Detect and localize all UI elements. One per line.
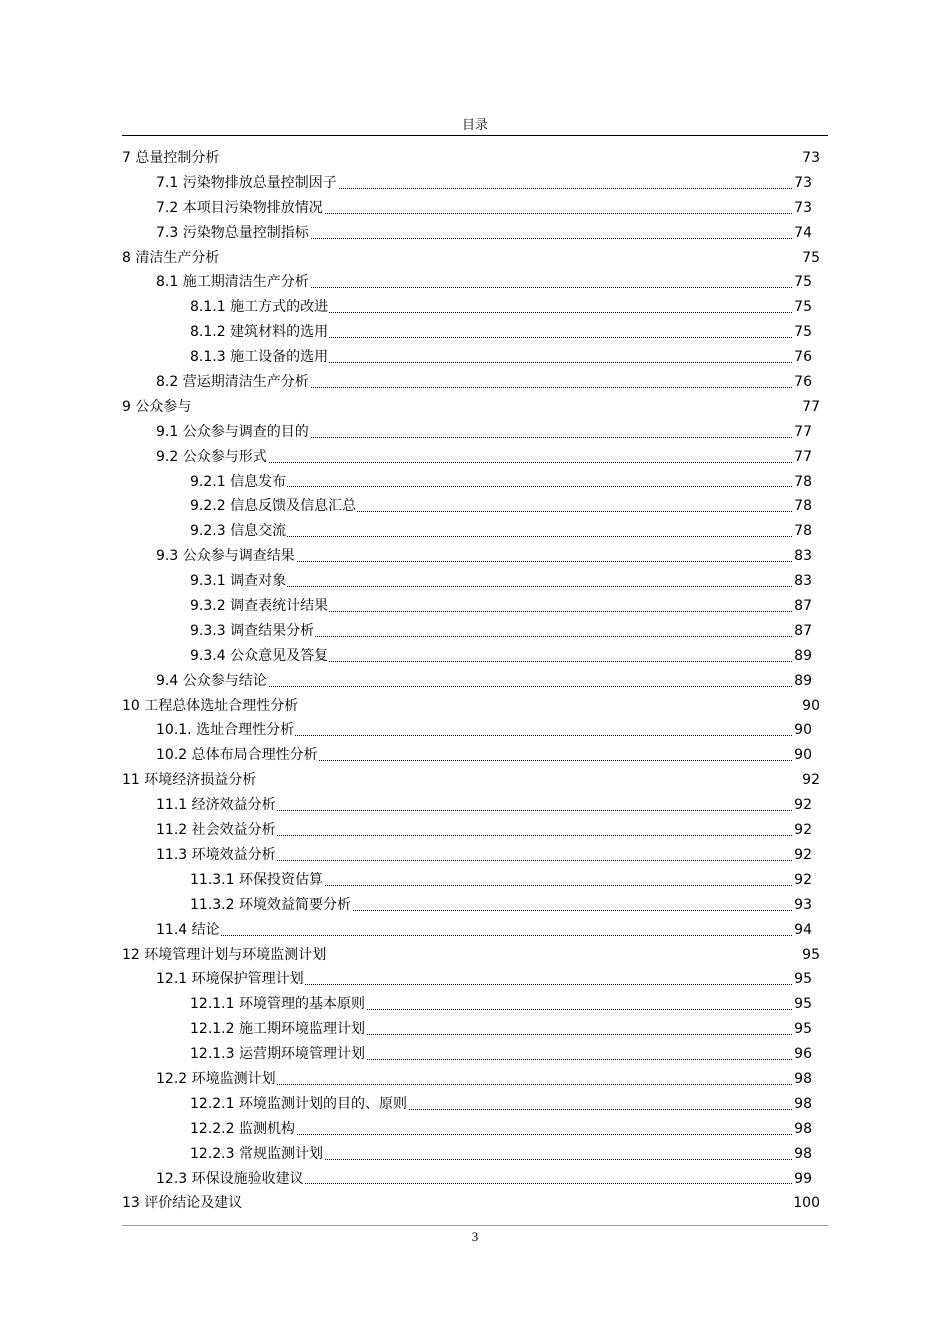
toc-entry[interactable] bbox=[156, 743, 812, 768]
toc-entry-title: 12.2 环境监测计划 bbox=[156, 1067, 277, 1092]
toc-entry-page: 92 bbox=[793, 843, 812, 868]
toc-entry-title: 12.1.1 环境管理的基本原则 bbox=[190, 992, 366, 1017]
toc-entry-title: 11.3.2 环境效益简要分析 bbox=[190, 893, 352, 918]
toc-entry-page: 95 bbox=[793, 992, 812, 1017]
toc-entry-title: 11.4 结论 bbox=[156, 918, 221, 943]
toc-entry-page: 98 bbox=[793, 1142, 812, 1167]
toc-entry-page: 92 bbox=[793, 818, 812, 843]
toc-entry-page: 94 bbox=[793, 918, 812, 943]
toc-entry-title: 9.3.4 公众意见及答复 bbox=[190, 644, 329, 669]
toc-entry-page: 89 bbox=[793, 669, 812, 694]
toc-entry[interactable] bbox=[190, 868, 812, 893]
toc-entry-title: 9.2.1 信息发布 bbox=[190, 470, 287, 495]
toc-entry-title: 12.1.2 施工期环境监理计划 bbox=[190, 1017, 366, 1042]
toc-entry[interactable] bbox=[190, 992, 812, 1017]
toc-entry-page: 92 bbox=[801, 768, 820, 793]
toc-entry[interactable] bbox=[156, 818, 812, 843]
toc-entry-page: 74 bbox=[793, 221, 812, 246]
toc-entry-page: 73 bbox=[793, 171, 812, 196]
toc-entry[interactable] bbox=[122, 694, 820, 719]
toc-entry[interactable] bbox=[156, 967, 812, 992]
toc-entry-page: 92 bbox=[793, 793, 812, 818]
toc-entry-page: 77 bbox=[801, 395, 820, 420]
toc-entry-title: 8.1.1 施工方式的改进 bbox=[190, 295, 329, 320]
toc-entry-page: 83 bbox=[793, 569, 812, 594]
toc-entry[interactable] bbox=[190, 1117, 812, 1142]
toc-entry[interactable] bbox=[156, 918, 812, 943]
toc-entry[interactable] bbox=[122, 146, 820, 171]
toc-entry-title: 9.2 公众参与形式 bbox=[156, 445, 268, 470]
toc-entry-title: 7 总量控制分析 bbox=[122, 146, 220, 171]
toc-entry-title: 11.3.1 环保投资估算 bbox=[190, 868, 324, 893]
toc-entry-title: 12.2.3 常规监测计划 bbox=[190, 1142, 324, 1167]
toc-entry-title: 8.1 施工期清洁生产分析 bbox=[156, 270, 310, 295]
toc-entry-page: 90 bbox=[793, 743, 812, 768]
toc-entry-title: 7.1 污染物排放总量控制因子 bbox=[156, 171, 338, 196]
toc-entry[interactable] bbox=[156, 1067, 812, 1092]
toc-entry-title: 8.2 营运期清洁生产分析 bbox=[156, 370, 310, 395]
toc-entry-page: 77 bbox=[793, 445, 812, 470]
toc-entry-title: 12 环境管理计划与环境监测计划 bbox=[122, 943, 327, 968]
toc-entry-title: 10 工程总体选址合理性分析 bbox=[122, 694, 299, 719]
toc-entry[interactable] bbox=[156, 221, 812, 246]
toc-entry-page: 95 bbox=[793, 1017, 812, 1042]
toc-entry-page: 75 bbox=[793, 270, 812, 295]
toc-entry-title: 8.1.3 施工设备的选用 bbox=[190, 345, 329, 370]
toc-entry[interactable] bbox=[156, 793, 812, 818]
toc-entry-title: 11.3 环境效益分析 bbox=[156, 843, 277, 868]
page-header-title: 目录 bbox=[461, 118, 488, 133]
toc-entry-page: 73 bbox=[793, 196, 812, 221]
toc-entry[interactable] bbox=[190, 1092, 812, 1117]
toc-entry[interactable] bbox=[190, 295, 812, 320]
toc-entry[interactable] bbox=[156, 718, 812, 743]
toc-entry[interactable] bbox=[156, 1167, 812, 1192]
toc-entry-page: 98 bbox=[793, 1117, 812, 1142]
toc-entry-title: 9.2.3 信息交流 bbox=[190, 519, 287, 544]
toc-entry[interactable] bbox=[122, 1191, 820, 1216]
toc-entry-title: 8.1.2 建筑材料的选用 bbox=[190, 320, 329, 345]
toc-entry[interactable] bbox=[190, 519, 812, 544]
toc-entry[interactable] bbox=[122, 395, 820, 420]
toc-entry-title: 13 评价结论及建议 bbox=[122, 1191, 243, 1216]
toc-entry-page: 75 bbox=[793, 295, 812, 320]
toc-entry[interactable] bbox=[156, 171, 812, 196]
toc-entry-title: 9.3.1 调查对象 bbox=[190, 569, 287, 594]
toc-entry[interactable] bbox=[190, 320, 812, 345]
toc-entry-page: 76 bbox=[793, 370, 812, 395]
toc-entry[interactable] bbox=[190, 619, 812, 644]
toc-entry-title: 11.1 经济效益分析 bbox=[156, 793, 277, 818]
toc-entry-page: 95 bbox=[801, 943, 820, 968]
toc-entry[interactable] bbox=[156, 370, 812, 395]
toc-entry[interactable] bbox=[156, 445, 812, 470]
toc-entry-page: 98 bbox=[793, 1092, 812, 1117]
toc-entry-title: 9.2.2 信息反馈及信息汇总 bbox=[190, 494, 357, 519]
toc-entry-title: 10.2 总体布局合理性分析 bbox=[156, 743, 319, 768]
toc-entry[interactable] bbox=[190, 1042, 812, 1067]
toc-entry-title: 12.1 环境保护管理计划 bbox=[156, 967, 305, 992]
toc-entry-page: 78 bbox=[793, 494, 812, 519]
toc-entry-title: 7.2 本项目污染物排放情况 bbox=[156, 196, 324, 221]
toc-entry-page: 75 bbox=[801, 246, 820, 271]
toc-entry-title: 9.4 公众参与结论 bbox=[156, 669, 268, 694]
toc-entry-title: 9.3.3 调查结果分析 bbox=[190, 619, 315, 644]
toc-entry-page: 87 bbox=[793, 594, 812, 619]
toc-entry-page: 83 bbox=[793, 544, 812, 569]
toc-entry-title: 11.2 社会效益分析 bbox=[156, 818, 277, 843]
toc-entry-page: 77 bbox=[793, 420, 812, 445]
toc-entry-title: 9.3 公众参与调查结果 bbox=[156, 544, 296, 569]
toc-entry-page: 78 bbox=[793, 470, 812, 495]
toc-entry[interactable] bbox=[190, 1017, 812, 1042]
header-divider bbox=[122, 135, 828, 136]
toc-entry[interactable] bbox=[190, 345, 812, 370]
toc-entry-page: 92 bbox=[793, 868, 812, 893]
toc-entry-title: 9.3.2 调查表统计结果 bbox=[190, 594, 329, 619]
toc-entry[interactable] bbox=[122, 768, 820, 793]
toc-entry[interactable] bbox=[156, 544, 812, 569]
toc-entry-title: 9 公众参与 bbox=[122, 395, 192, 420]
table-of-contents bbox=[122, 146, 820, 1216]
toc-entry-page: 90 bbox=[801, 694, 820, 719]
toc-entry-title: 12.3 环保设施验收建议 bbox=[156, 1167, 305, 1192]
toc-entry-page: 95 bbox=[793, 967, 812, 992]
toc-entry-title: 7.3 污染物总量控制指标 bbox=[156, 221, 310, 246]
toc-entry[interactable] bbox=[190, 470, 812, 495]
toc-entry-page: 73 bbox=[801, 146, 820, 171]
toc-entry[interactable] bbox=[122, 246, 820, 271]
toc-entry-title: 8 清洁生产分析 bbox=[122, 246, 220, 271]
footer-divider bbox=[122, 1225, 828, 1226]
toc-entry-page: 87 bbox=[793, 619, 812, 644]
toc-entry[interactable] bbox=[156, 420, 812, 445]
toc-entry-page: 90 bbox=[793, 718, 812, 743]
toc-entry-page: 96 bbox=[793, 1042, 812, 1067]
page-number: 3 bbox=[471, 1229, 479, 1244]
toc-entry[interactable] bbox=[190, 594, 812, 619]
toc-entry-title: 12.2.2 监测机构 bbox=[190, 1117, 296, 1142]
toc-entry[interactable] bbox=[190, 494, 812, 519]
toc-entry-page: 93 bbox=[793, 893, 812, 918]
toc-entry-title: 12.2.1 环境监测计划的目的、原则 bbox=[190, 1092, 408, 1117]
toc-entry-page: 76 bbox=[793, 345, 812, 370]
toc-entry-page: 89 bbox=[793, 644, 812, 669]
toc-entry[interactable] bbox=[190, 644, 812, 669]
toc-entry[interactable] bbox=[190, 569, 812, 594]
toc-entry-title: 11 环境经济损益分析 bbox=[122, 768, 257, 793]
toc-entry[interactable] bbox=[190, 1142, 812, 1167]
toc-entry-page: 99 bbox=[793, 1167, 812, 1192]
toc-entry[interactable] bbox=[156, 669, 812, 694]
toc-entry-page: 98 bbox=[793, 1067, 812, 1092]
toc-entry[interactable] bbox=[190, 893, 812, 918]
toc-entry-page: 75 bbox=[793, 320, 812, 345]
toc-entry[interactable] bbox=[156, 270, 812, 295]
toc-entry[interactable] bbox=[122, 943, 820, 968]
toc-entry-page: 100 bbox=[792, 1191, 820, 1216]
toc-entry-title: 10.1. 选址合理性分析 bbox=[156, 718, 295, 743]
toc-entry-title: 12.1.3 运营期环境管理计划 bbox=[190, 1042, 366, 1067]
toc-entry[interactable] bbox=[156, 196, 812, 221]
toc-entry-title: 9.1 公众参与调查的目的 bbox=[156, 420, 310, 445]
toc-entry[interactable] bbox=[156, 843, 812, 868]
toc-entry-page: 78 bbox=[793, 519, 812, 544]
